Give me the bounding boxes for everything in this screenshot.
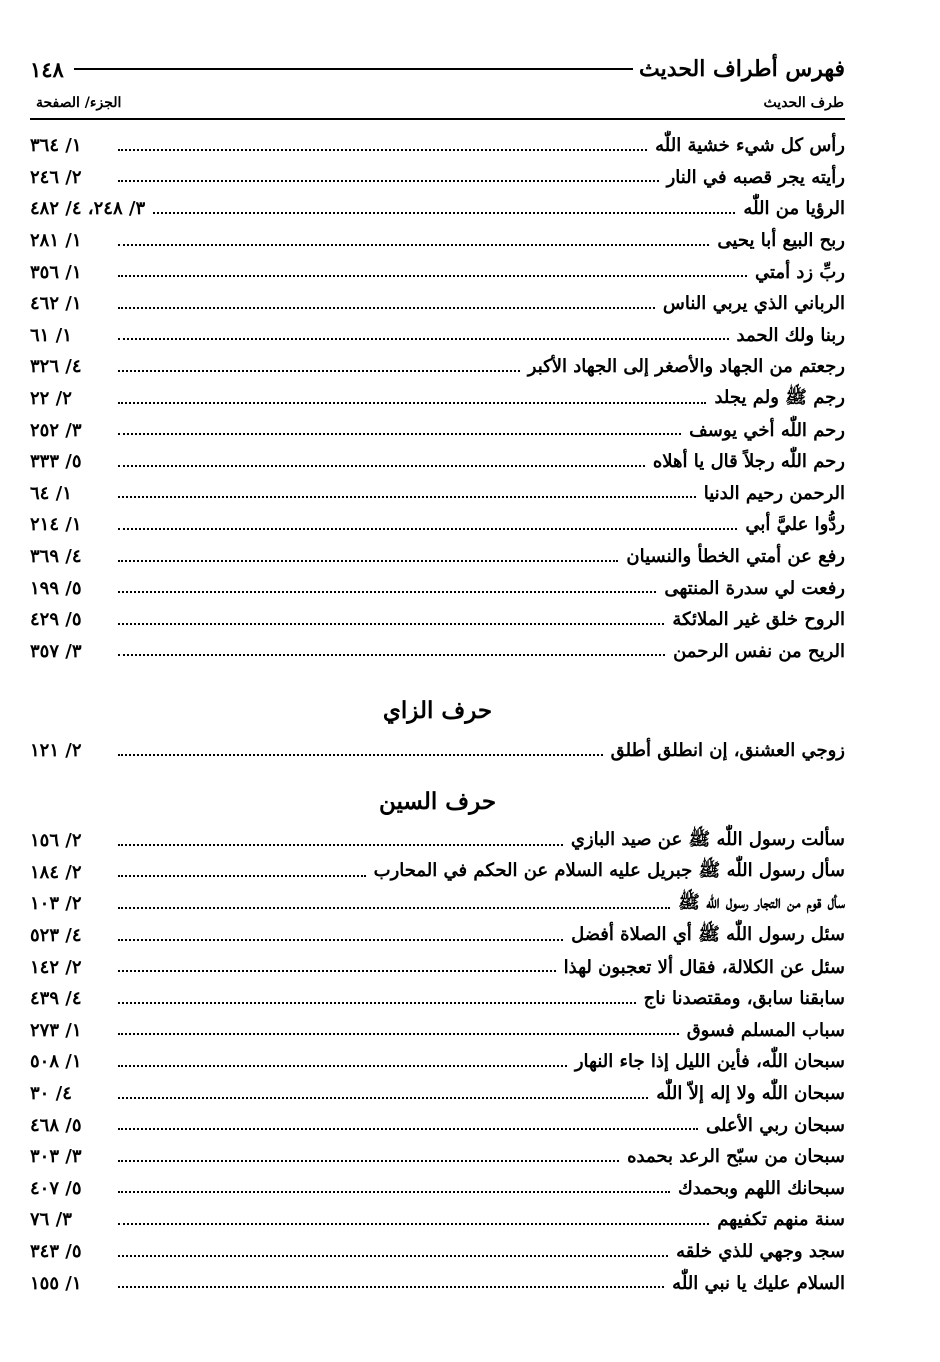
index-entry — [30, 509, 845, 541]
section-title-seen: حرف السين — [378, 788, 497, 815]
entry-reference: ٣/ ٣٠٣ — [30, 1146, 82, 1168]
index-entry — [30, 130, 845, 162]
dot-leader — [118, 1286, 664, 1288]
entry-reference: ٥/ ٣٣٣ — [30, 451, 82, 473]
page-title: فهرس أطراف الحديث — [639, 56, 845, 82]
index-entry — [30, 888, 845, 920]
entry-reference: ٤/ ٣٢٦ — [30, 356, 82, 378]
dot-leader — [118, 528, 737, 530]
dot-leader — [118, 623, 664, 625]
dot-leader — [118, 180, 659, 182]
dot-leader — [118, 275, 747, 277]
index-entry — [30, 1141, 845, 1173]
dot-leader — [118, 1223, 709, 1225]
hadith-incipit: السلام عليك يا نبي اللّٰه — [672, 1272, 845, 1294]
hadith-incipit: الرؤيا من اللّٰه — [743, 198, 845, 220]
hadith-incipit: ربِّ زد أمتي — [755, 261, 845, 283]
entry-reference: ٢/ ٢٢ — [30, 388, 72, 410]
index-entry — [30, 288, 845, 320]
hadith-incipit: رجعتم من الجهاد والأصغر إلى الجهاد الأكبر — [527, 356, 845, 378]
dot-leader — [118, 1191, 670, 1193]
dot-leader — [118, 970, 556, 972]
hadith-incipit: الرحمن رحيم الدنيا — [703, 482, 845, 504]
hadith-incipit: سبحان ربي الأعلى — [705, 1114, 845, 1136]
index-entry — [30, 604, 845, 636]
entry-reference: ٢/ ١٤٢ — [30, 956, 82, 978]
index-entry — [30, 857, 845, 889]
dot-leader — [118, 560, 618, 562]
column-headers — [36, 92, 844, 114]
hadith-incipit: رأس كل شيء خشية اللّٰه — [655, 135, 845, 157]
dot-leader — [118, 907, 670, 909]
dot-leader — [153, 212, 735, 214]
index-entry — [30, 225, 845, 257]
dot-leader — [118, 149, 647, 151]
hadith-incipit: رفع عن أمتي الخطأ والنسيان — [626, 546, 845, 568]
dot-leader — [118, 1255, 668, 1257]
index-entry — [30, 446, 845, 478]
entries-seen — [30, 825, 845, 1299]
dot-leader — [118, 654, 665, 656]
dot-leader — [118, 844, 563, 846]
hadith-incipit: رفعت لي سدرة المنتهى — [664, 577, 845, 599]
hadith-incipit: ربح البيع أبا يحيى — [717, 230, 845, 252]
dot-leader — [118, 338, 729, 340]
entries-zay — [30, 735, 845, 767]
index-entry — [30, 1046, 845, 1078]
entry-reference: ٥/ ٤٦٨ — [30, 1114, 82, 1136]
hadith-incipit: ربنا ولك الحمد — [736, 324, 845, 346]
entry-reference: ٢/ ١٥٦ — [30, 830, 82, 852]
index-entry — [30, 1236, 845, 1268]
dot-leader — [118, 754, 603, 756]
hadith-incipit: سبحان من سبّح الرعد بحمده — [627, 1146, 845, 1168]
hadith-incipit: سبحان اللّٰه ولا إله إلاّ اللّٰه — [656, 1083, 845, 1105]
hadith-incipit: سبحانك اللهم وبحمدك — [677, 1177, 845, 1199]
index-entry — [30, 320, 845, 352]
dot-leader — [118, 402, 706, 404]
dot-leader — [118, 1128, 698, 1130]
hadith-incipit: سباب المسلم فسوق — [686, 1019, 845, 1041]
dot-leader — [118, 1033, 679, 1035]
hadith-incipit: ردُّوا عليَّ أبي — [745, 514, 845, 536]
entry-reference: ١/ ٤٦٢ — [30, 293, 82, 315]
column-header-text: طرف الحديث — [763, 95, 844, 111]
dot-leader — [118, 1065, 567, 1067]
column-header-ref: الجزء/ الصفحة — [36, 95, 122, 111]
index-entry — [30, 983, 845, 1015]
index-entry — [30, 1109, 845, 1141]
entry-reference: ٣/ ٣٥٧ — [30, 640, 82, 662]
hadith-incipit: الرباني الذي يربي الناس — [662, 293, 845, 315]
dot-leader — [118, 307, 655, 309]
index-entry — [30, 478, 845, 510]
index-entry — [30, 1267, 845, 1299]
index-entry — [30, 951, 845, 983]
entry-reference: ٤/ ٣٠ — [30, 1083, 72, 1105]
entry-reference: ٢/ ٢٤٦ — [30, 166, 82, 188]
index-entry — [30, 414, 845, 446]
index-entry — [30, 351, 845, 383]
index-entry — [30, 1173, 845, 1205]
index-entry — [30, 1078, 845, 1110]
hadith-incipit: سنة منهم تكفيهم — [717, 1209, 845, 1231]
dot-leader — [118, 875, 366, 877]
entries-raa — [30, 130, 845, 667]
entry-reference: ٢/ ١٠٣ — [30, 893, 82, 915]
entry-reference: ٥/ ٤٠٧ — [30, 1177, 82, 1199]
entry-reference: ٥/ ١٩٩ — [30, 577, 82, 599]
entry-reference: ٢/ ١٢١ — [30, 740, 82, 762]
index-entry — [30, 572, 845, 604]
section-title-zay: حرف الزاي — [382, 697, 493, 724]
entry-reference: ١/ ٢٧٣ — [30, 1019, 82, 1041]
entry-reference: ٤/ ٤٣٩ — [30, 988, 82, 1010]
dot-leader — [118, 370, 520, 372]
hadith-incipit: الروح خلق غير الملائكة — [672, 609, 845, 631]
entry-reference: ١/ ١٥٥ — [30, 1272, 82, 1294]
hadith-incipit: رحم اللّٰه أخي يوسف — [689, 419, 845, 441]
dot-leader — [118, 433, 681, 435]
index-entry — [30, 383, 845, 415]
entry-reference: ١/ ٣٦٤ — [30, 135, 82, 157]
index-entry — [30, 1204, 845, 1236]
entry-reference: ٢/ ١٨٤ — [30, 861, 82, 883]
entry-reference: ٤/ ٣٦٩ — [30, 546, 82, 568]
hadith-incipit: سألت رسول اللّٰه ﷺ عن صيد البازي — [570, 828, 845, 850]
dot-leader — [118, 1097, 648, 1099]
hadith-incipit: الريح من نفس الرحمن — [673, 640, 845, 662]
entry-reference: ٥/ ٤٢٩ — [30, 609, 82, 631]
entry-reference: ٣/ ٧٦ — [30, 1209, 72, 1231]
entry-reference: ٣/ ٢٥٢ — [30, 419, 82, 441]
index-entry — [30, 1015, 845, 1047]
entry-reference: ١/ ٣٥٦ — [30, 261, 82, 283]
index-entry — [30, 636, 845, 668]
entry-reference: ٤/ ٥٢٣ — [30, 925, 82, 947]
running-head — [30, 52, 845, 86]
hadith-incipit: سأل رسول اللّٰه ﷺ جبريل عليه السلام عن الحكم في المحارب — [373, 860, 845, 882]
entry-reference: ١/ ٢٨١ — [30, 230, 82, 252]
entry-reference: ١/ ٢١٤ — [30, 514, 82, 536]
index-entry — [30, 735, 845, 767]
column-header-rule — [30, 118, 845, 120]
dot-leader — [118, 1002, 636, 1004]
index-entry — [30, 920, 845, 952]
index-entry — [30, 193, 845, 225]
hadith-incipit: سجد وجهي للذي خلقه — [676, 1241, 845, 1263]
hadith-incipit: سأل قوم من التجار رسول اللّٰه ﷺ — [678, 891, 845, 913]
entry-reference: ١/ ٦١ — [30, 324, 72, 346]
hadith-incipit: سابقنا سابق، ومقتصدنا ناج — [643, 988, 845, 1010]
hadith-incipit: رأيته يجر قصبه في النار — [666, 166, 845, 188]
index-entry — [30, 825, 845, 857]
hadith-incipit: سئل رسول اللّٰه ﷺ أي الصلاة أفضل — [571, 923, 845, 945]
dot-leader — [118, 1160, 619, 1162]
dot-leader — [118, 244, 709, 246]
entry-reference: ١/ ٥٠٨ — [30, 1051, 82, 1073]
dot-leader — [118, 496, 696, 498]
hadith-incipit: زوجي العشنق، إن انطلق أطلق — [610, 740, 845, 762]
index-entry — [30, 162, 845, 194]
index-entry — [30, 256, 845, 288]
hadith-incipit: رجم ﷺ ولم يجلد — [714, 386, 845, 408]
page-number: ١٤٨ — [30, 56, 64, 82]
dot-leader — [118, 939, 563, 941]
entry-reference: ١/ ٦٤ — [30, 482, 72, 504]
header-rule — [74, 68, 633, 70]
entry-reference: ٥/ ٣٤٣ — [30, 1241, 82, 1263]
hadith-incipit: سئل عن الكلالة، فقال ألا تعجبون لهذا — [563, 956, 845, 978]
entry-reference: ٣/ ٢٤٨، ٤/ ٤٨٢ — [30, 198, 146, 220]
hadith-incipit: رحم اللّٰه رجلاً قال يا أهلاه — [652, 451, 845, 473]
dot-leader — [118, 591, 656, 593]
index-entry — [30, 541, 845, 573]
dot-leader — [118, 465, 645, 467]
hadith-incipit: سبحان اللّٰه، فأين الليل إذا جاء النهار — [574, 1051, 845, 1073]
